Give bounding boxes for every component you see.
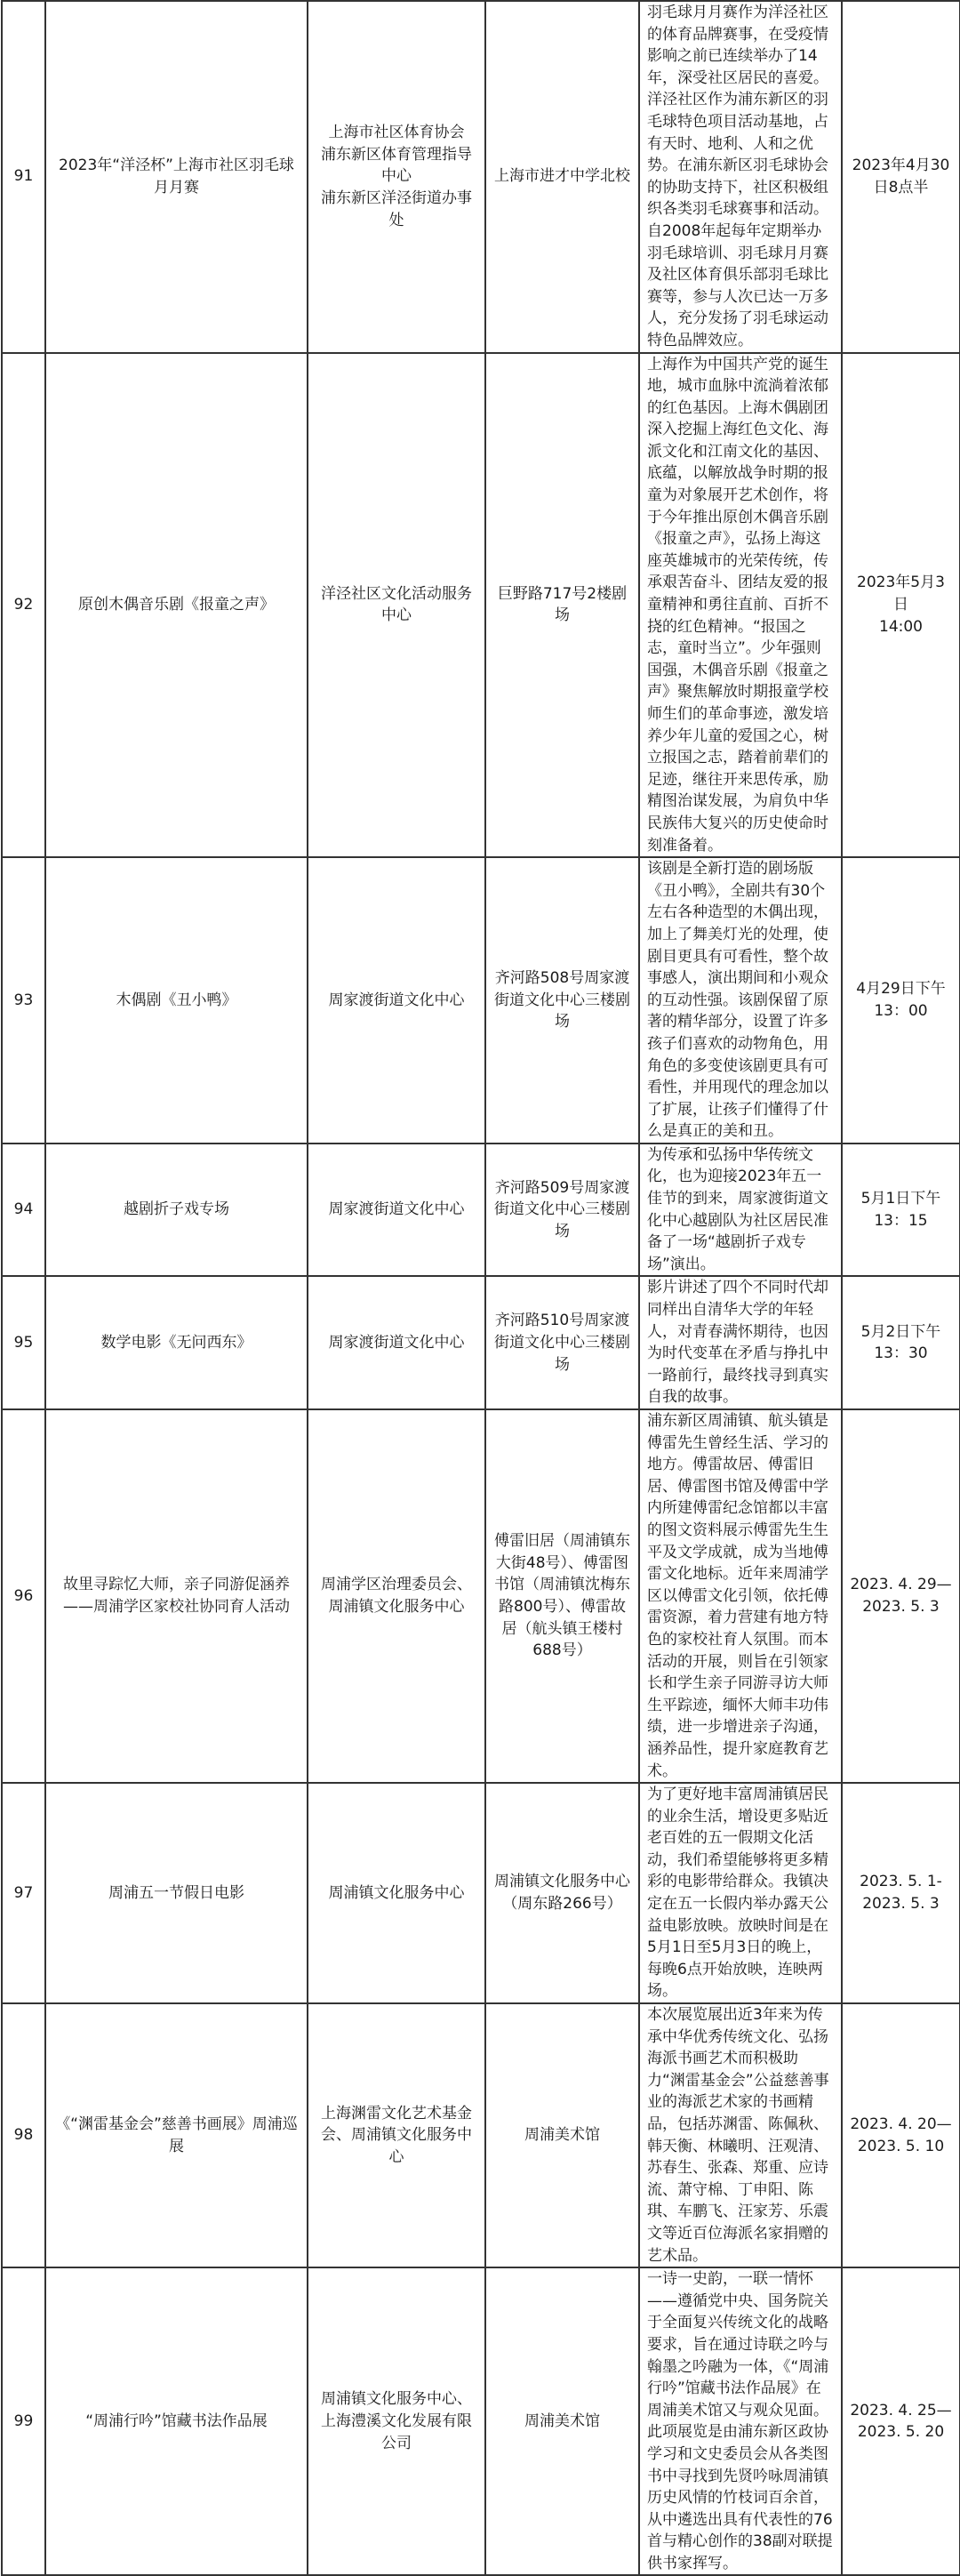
description-text: 该剧是全新打造的剧场版《丑小鸭》，全剧共有30个左右各种造型的木偶出现，加上了舞美灯光的处理，使剧目更具有可看性，整个故事感人，演出期间和小观众的互动性强。该剧保留了原著的精华部分，设置了许多孩子们喜欢的动物角色，用角色的多变使该剧更具有可看性，并用现代的理念加以了扩展，让孩子们懂得了什么是真正的美和丑。 [647, 860, 828, 1141]
activity-time: 2023年5月3日 14:00 [842, 353, 960, 858]
organizer: 洋泾社区文化活动服务中心 [308, 353, 485, 858]
venue: 周浦美术馆 [485, 2003, 639, 2267]
venue: 傅雷旧居（周浦镇东大街48号）、傅雷图书馆（周浦镇沈梅东路800号）、傅雷故居（航头镇王楼村688号） [485, 1409, 639, 1783]
activity-time: 2023. 5. 1- 2023. 5. 3 [842, 1783, 960, 2003]
description-text: 为传承和弘扬中华传统文化，也为迎接2023年五一佳节的到来，周家渡街道文化中心越剧队为社区居民准备了一场“越剧折子戏专场”演出。 [647, 1145, 828, 1273]
activity-name: 木偶剧《丑小鸭》 [45, 857, 308, 1144]
organizer: 上海渊雷文化艺术基金会、周浦镇文化服务中心 [308, 2003, 485, 2267]
row-number: 91 [2, 1, 45, 353]
table-row [2, 1276, 960, 1409]
activity-description [639, 2267, 842, 2575]
activity-time: 5月1日下午13：15 [842, 1144, 960, 1277]
activity-time: 2023. 4. 29— 2023. 5. 3 [842, 1409, 960, 1783]
row-number: 97 [2, 1783, 45, 2003]
activity-description [639, 1144, 842, 1277]
activity-name: 2023年“洋泾杯”上海市社区羽毛球月月赛 [45, 1, 308, 353]
venue: 巨野路717号2楼剧场 [485, 353, 639, 858]
activity-description [639, 857, 842, 1144]
activity-name: 原创木偶音乐剧《报童之声》 [45, 353, 308, 858]
description-text: 一诗一史韵，一联一情怀——遵循党中央、国务院关于全面复兴传统文化的战略要求，旨在通过诗联之吟与翰墨之吟融为一体，《“周浦行吟”馆藏书法作品展》在周浦美术馆又与观众见面。此项展览是由浦东新区政协学习和文史委员会从各类图书中寻找到先贤吟咏周浦镇历史风情的竹枝词百余首，从中遴选出具有代表性的76首与精心创作的38副对联提供书家挥写。 [647, 2270, 833, 2572]
row-number: 92 [2, 353, 45, 858]
table-row [2, 353, 960, 858]
activity-description [639, 2003, 842, 2267]
activity-description [639, 1409, 842, 1783]
table-row [2, 2267, 960, 2575]
venue: 齐河路509号周家渡街道文化中心三楼剧场 [485, 1144, 639, 1277]
activity-description [639, 1, 842, 353]
row-number: 93 [2, 857, 45, 1144]
venue: 齐河路508号周家渡街道文化中心三楼剧场 [485, 857, 639, 1144]
activity-name: 《“渊雷基金会”慈善书画展》周浦巡展 [45, 2003, 308, 2267]
description-text: 本次展览展出近3年来为传承中华优秀传统文化、弘扬海派书画艺术而积极助力“渊雷基金会”公益慈善事业的海派艺术家的书画精品，包括苏渊雷、陈佩秋、韩天衡、林曦明、汪观清、苏春生、张森、郑重、应诗流、萧守棉、丁申阳、陈琪、车鹏飞、汪家芳、乐震文等近百位海派名家捐赠的艺术品。 [647, 2006, 829, 2265]
row-number: 94 [2, 1144, 45, 1277]
activity-time: 2023. 4. 25— 2023. 5. 20 [842, 2267, 960, 2575]
table-row [2, 1, 960, 353]
activity-table [1, 0, 960, 2576]
description-text: 为了更好地丰富周浦镇居民的业余生活，增设更多贴近老百姓的五一假期文化活动，我们希望能够将更多精彩的电影带给群众。我镇决定在五一长假内举办露天公益电影放映。放映时间是在5月1日至5月3日的晚上，每晚6点开始放映，连映两场。 [647, 1786, 828, 2001]
organizer: 周浦学区治理委员会、周浦镇文化服务中心 [308, 1409, 485, 1783]
row-number: 95 [2, 1276, 45, 1409]
description-text: 影片讲述了四个不同时代却同样出自清华大学的年轻人，对青春满怀期待，也因为时代变革在矛盾与挣扎中一路前行，最终找寻到真实自我的故事。 [647, 1279, 828, 1407]
activity-description [639, 1276, 842, 1409]
table-row [2, 1144, 960, 1277]
activity-time: 2023年4月30日8点半 [842, 1, 960, 353]
organizer: 周家渡街道文化中心 [308, 1144, 485, 1277]
organizer: 周家渡街道文化中心 [308, 857, 485, 1144]
description-text: 上海作为中国共产党的诞生地，城市血脉中流淌着浓郁的红色基因。上海木偶剧团深入挖掘上海红色文化、海派文化和江南文化的基因、底蕴，以解放战争时期的报童为对象展开艺术创作，将于今年推出原创木偶音乐剧《报童之声》，弘扬上海这座英雄城市的光荣传统，传承艰苦奋斗、团结友爱的报童精神和勇往直前、百折不挠的红色精神。“报国之志，童时当立”。少年强则国强，木偶音乐剧《报童之声》聚焦解放时期报童学校师生们的革命事迹，激发培养少年儿童的爱国之心，树立报国之志，踏着前辈们的足迹，继往开来思传承，励精图治谋发展，为肩负中华民族伟大复兴的历史使命时刻准备着。 [647, 355, 828, 855]
description-text: 浦东新区周浦镇、航头镇是傅雷先生曾经生活、学习的地方。傅雷故居、傅雷旧居、傅雷图书馆及傅雷中学内所建傅雷纪念馆都以丰富的图文资料展示傅雷先生生平及文学成就，成为当地傅雷文化地标。近年来周浦学区以傅雷文化引领，依托傅雷资源，着力营建有地方特色的家校社育人氛围。而本活动的开展，则旨在引领家长和学生亲子同游寻访大师生平踪迹，缅怀大师丰功伟绩，进一步增进亲子沟通，涵养品性，提升家庭教育艺术。 [647, 1412, 828, 1780]
venue: 周浦镇文化服务中心 （周东路266号） [485, 1783, 639, 2003]
row-number: 96 [2, 1409, 45, 1783]
activity-description [639, 353, 842, 858]
organizer: 周家渡街道文化中心 [308, 1276, 485, 1409]
activity-name: 数学电影《无问西东》 [45, 1276, 308, 1409]
organizer: 周浦镇文化服务中心、上海澧溪文化发展有限公司 [308, 2267, 485, 2575]
activity-time: 4月29日下午13：00 [842, 857, 960, 1144]
table-row [2, 1409, 960, 1783]
organizer: 周浦镇文化服务中心 [308, 1783, 485, 2003]
table-row [2, 1783, 960, 2003]
activity-time: 5月2日下午13：30 [842, 1276, 960, 1409]
activity-description [639, 1783, 842, 2003]
activity-name: 周浦五一节假日电影 [45, 1783, 308, 2003]
table-row [2, 857, 960, 1144]
venue: 上海市进才中学北校 [485, 1, 639, 353]
venue: 周浦美术馆 [485, 2267, 639, 2575]
activity-name: “周浦行吟”馆藏书法作品展 [45, 2267, 308, 2575]
activity-name: 故里寻踪忆大师，亲子同游促涵养——周浦学区家校社协同育人活动 [45, 1409, 308, 1783]
activity-name: 越剧折子戏专场 [45, 1144, 308, 1277]
table-row [2, 2003, 960, 2267]
activity-time: 2023. 4. 20— 2023. 5. 10 [842, 2003, 960, 2267]
row-number: 99 [2, 2267, 45, 2575]
organizer: 上海市社区体育协会 浦东新区体育管理指导中心 浦东新区洋泾街道办事处 [308, 1, 485, 353]
row-number: 98 [2, 2003, 45, 2267]
venue: 齐河路510号周家渡街道文化中心三楼剧场 [485, 1276, 639, 1409]
description-text: 羽毛球月月赛作为洋泾社区的体育品牌赛事，在受疫情影响之前已连续举办了14年，深受社区居民的喜爱。洋泾社区作为浦东新区的羽毛球特色项目活动基地，占有天时、地利、人和之优势。在浦东新区羽毛球协会的协助支持下，社区积极组织各类羽毛球赛事和活动。自2008年起每年定期举办羽毛球培训、羽毛球月月赛及社区体育俱乐部羽毛球比赛等，参与人次已达一万多人，充分发扬了羽毛球运动特色品牌效应。 [647, 4, 828, 349]
